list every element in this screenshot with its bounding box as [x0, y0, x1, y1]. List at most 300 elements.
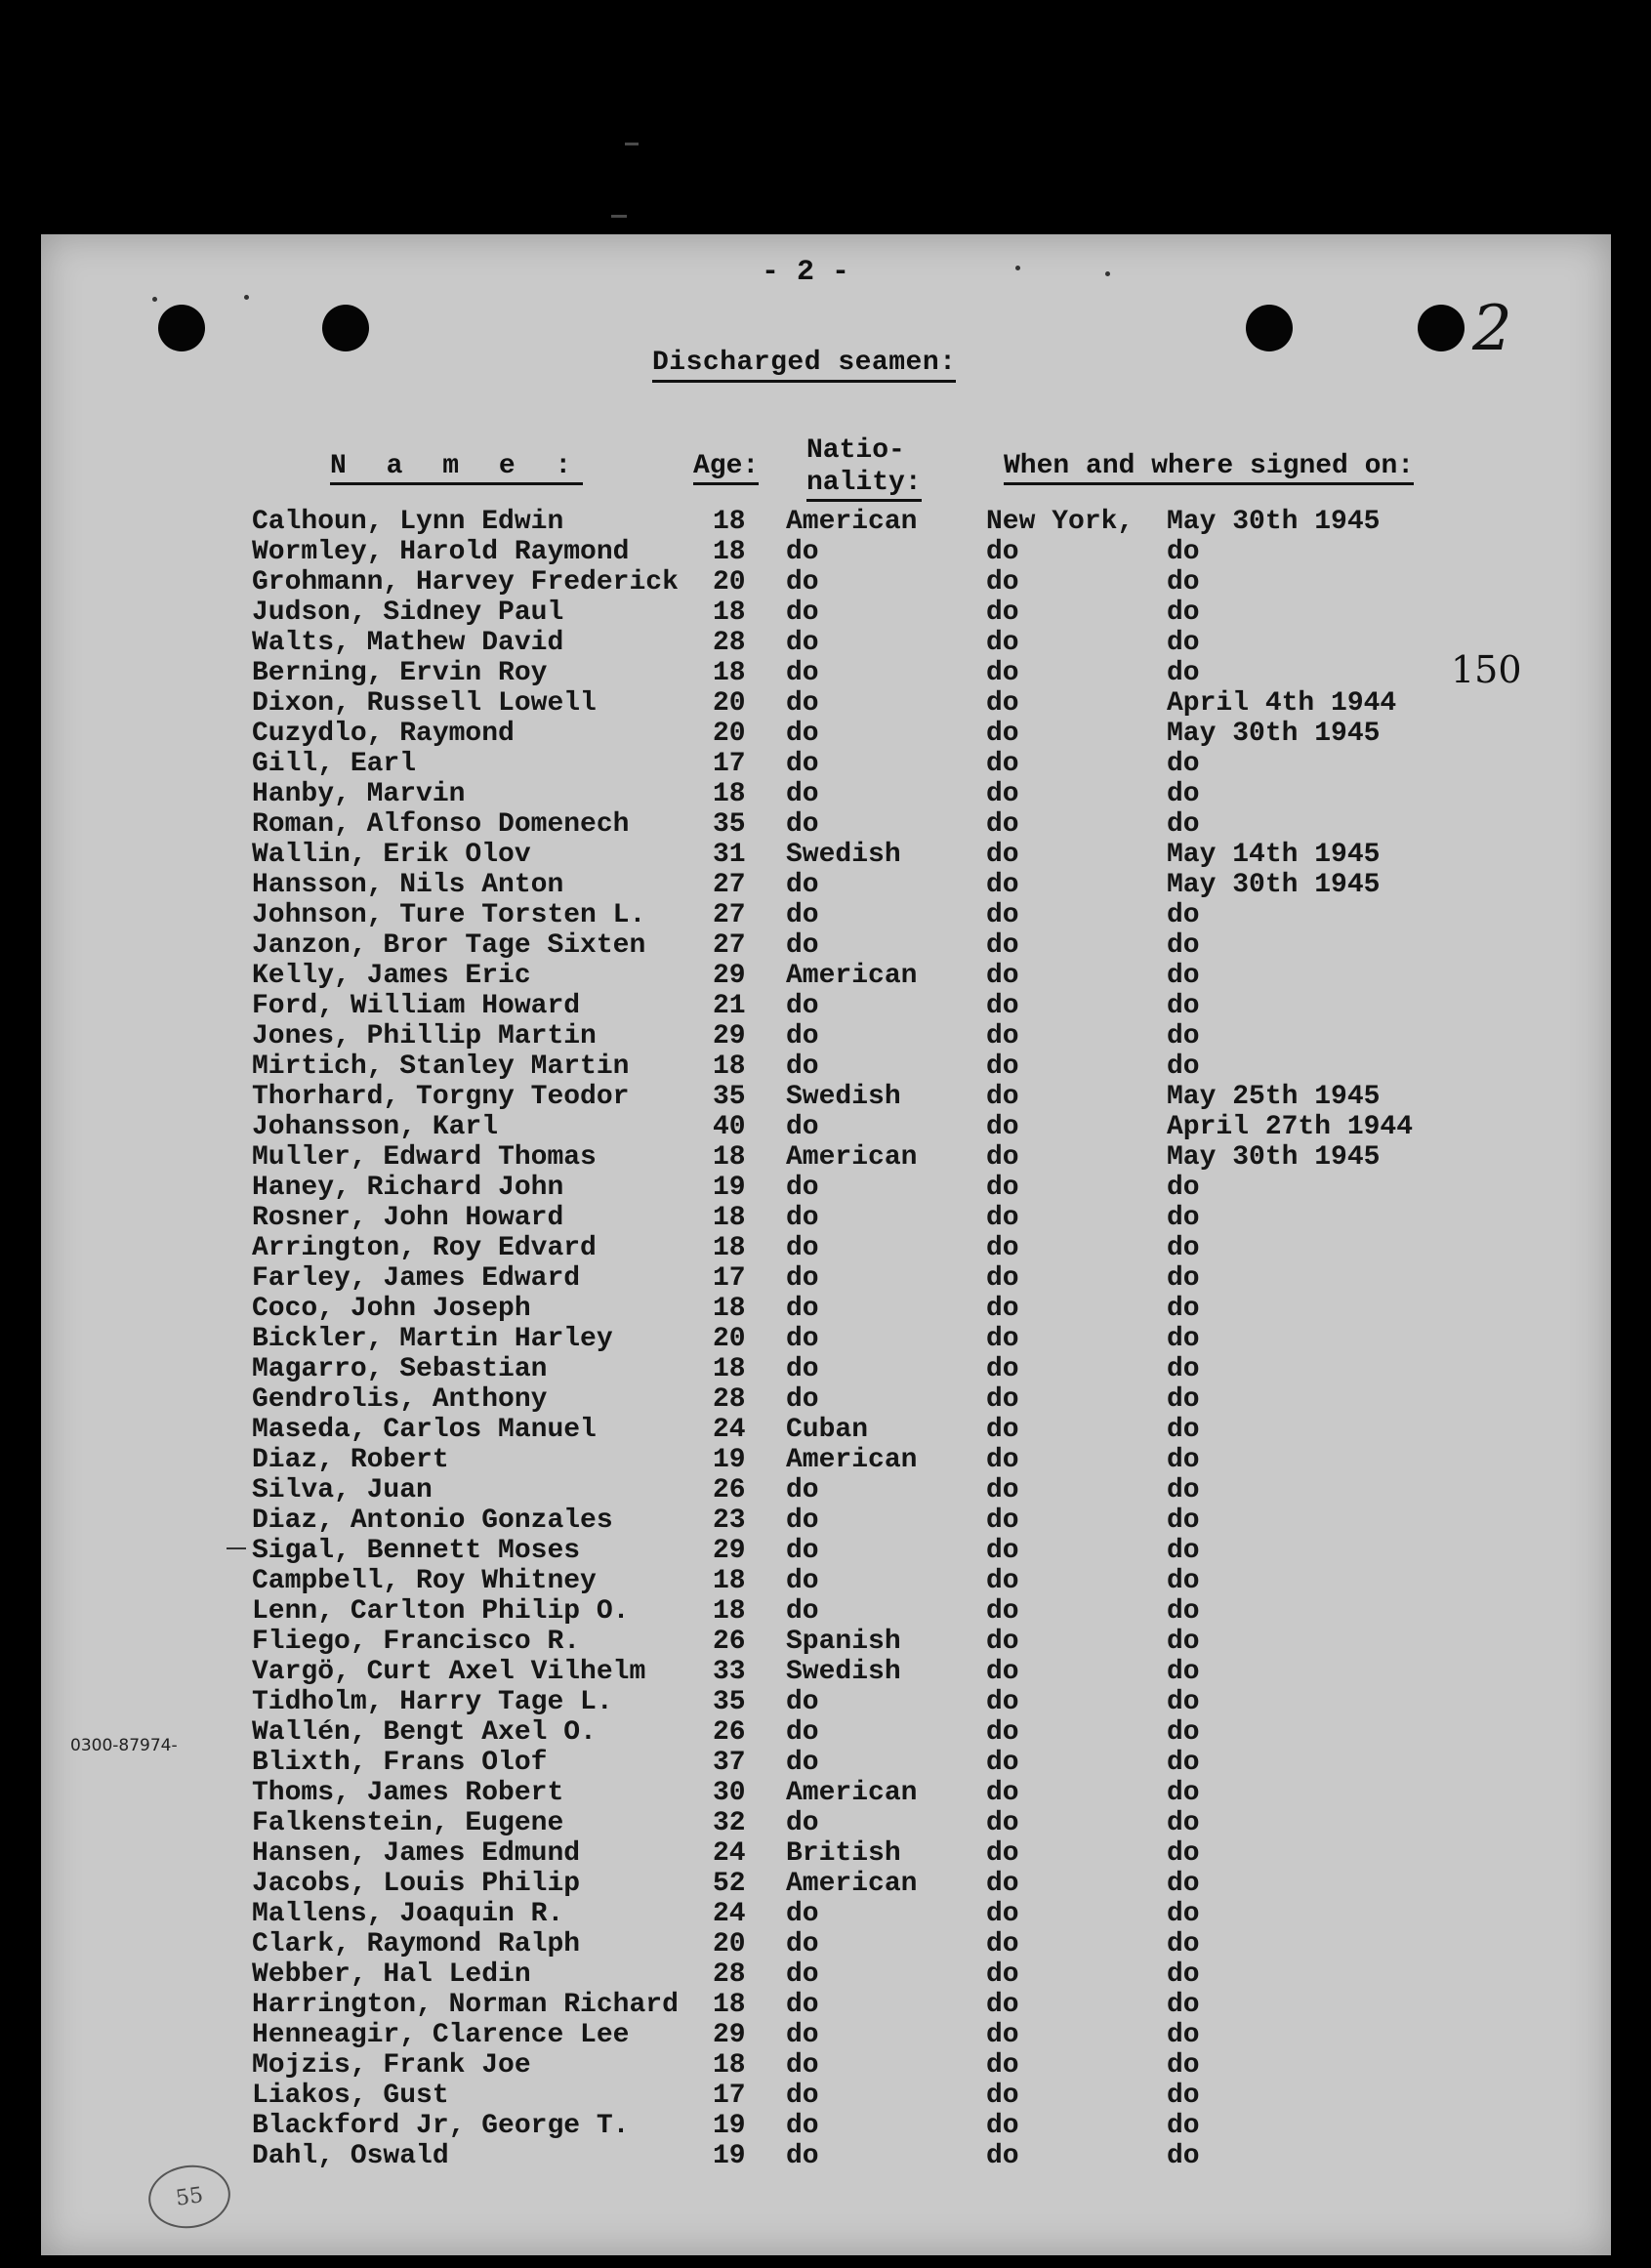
seaman-age: 40: [713, 1112, 746, 1142]
seaman-age: 19: [713, 1173, 746, 1203]
table-row: [0, 1566, 1651, 1596]
signed-on-place: do: [986, 1748, 1019, 1778]
seaman-age: 28: [713, 628, 746, 658]
table-row: [0, 1384, 1651, 1415]
seaman-name: Judson, Sidney Paul: [252, 598, 564, 628]
seaman-nationality: do: [786, 1475, 819, 1505]
seaman-age: 27: [713, 930, 746, 961]
seaman-age: 18: [713, 1596, 746, 1627]
signed-on-date: do: [1167, 1869, 1200, 1899]
seaman-age: 26: [713, 1717, 746, 1748]
seaman-age: 17: [713, 749, 746, 779]
seaman-age: 17: [713, 1263, 746, 1294]
seaman-nationality: do: [786, 2081, 819, 2111]
signed-on-date: do: [1167, 2020, 1200, 2050]
table-row: [0, 2081, 1651, 2111]
header-age: Age:: [693, 451, 759, 485]
seaman-nationality: do: [786, 900, 819, 930]
signed-on-date: do: [1167, 1566, 1200, 1596]
seaman-name: Thoms, James Robert: [252, 1778, 564, 1808]
seaman-age: 26: [713, 1475, 746, 1505]
signed-on-date: do: [1167, 1445, 1200, 1475]
signed-on-place: do: [986, 749, 1019, 779]
seaman-age: 32: [713, 1808, 746, 1838]
seaman-nationality: do: [786, 870, 819, 900]
table-row: [0, 1717, 1651, 1748]
seaman-nationality: do: [786, 1173, 819, 1203]
header-name: N a m e :: [330, 451, 583, 485]
seaman-name: Berning, Ervin Roy: [252, 658, 548, 688]
seaman-age: 18: [713, 1052, 746, 1082]
seaman-name: Mirtich, Stanley Martin: [252, 1052, 630, 1082]
signed-on-place: do: [986, 1294, 1019, 1324]
seaman-name: Wallén, Bengt Axel O.: [252, 1717, 597, 1748]
signed-on-date: do: [1167, 1717, 1200, 1748]
seaman-nationality: do: [786, 1566, 819, 1596]
table-row: [0, 1475, 1651, 1505]
signed-on-date: do: [1167, 1173, 1200, 1203]
table-row: [0, 2111, 1651, 2141]
seaman-age: 18: [713, 1566, 746, 1596]
seaman-name: Harrington, Norman Richard: [252, 1990, 679, 2020]
seaman-nationality: do: [786, 1384, 819, 1415]
seaman-name: Muller, Edward Thomas: [252, 1142, 597, 1173]
signed-on-place: do: [986, 1627, 1019, 1657]
seaman-age: 19: [713, 2111, 746, 2141]
signed-on-place: do: [986, 1082, 1019, 1112]
seaman-age: 35: [713, 1687, 746, 1717]
seaman-name: Ford, William Howard: [252, 991, 581, 1021]
seaman-age: 24: [713, 1899, 746, 1929]
seaman-age: 18: [713, 537, 746, 567]
signed-on-date: do: [1167, 900, 1200, 930]
seaman-nationality: British: [786, 1838, 901, 1869]
seaman-age: 27: [713, 900, 746, 930]
seaman-name: Magarro, Sebastian: [252, 1354, 548, 1384]
seaman-name: Webber, Hal Ledin: [252, 1959, 531, 1990]
seaman-age: 26: [713, 1627, 746, 1657]
signed-on-place: do: [986, 688, 1019, 719]
signed-on-date: do: [1167, 1324, 1200, 1354]
table-row: [0, 900, 1651, 930]
signed-on-date: May 30th 1945: [1167, 1142, 1381, 1173]
seaman-age: 24: [713, 1415, 746, 1445]
seaman-name: Johnson, Ture Torsten L.: [252, 900, 646, 930]
signed-on-place: do: [986, 1112, 1019, 1142]
seaman-name: Dahl, Oswald: [252, 2141, 449, 2171]
signed-on-date: do: [1167, 991, 1200, 1021]
seaman-name: Tidholm, Harry Tage L.: [252, 1687, 613, 1717]
signed-on-date: April 4th 1944: [1167, 688, 1397, 719]
seaman-nationality: do: [786, 1990, 819, 2020]
punch-hole: [1246, 305, 1293, 351]
signed-on-date: do: [1167, 1899, 1200, 1929]
table-row: [0, 658, 1651, 688]
table-row: [0, 1838, 1651, 1869]
table-row: [0, 1687, 1651, 1717]
seaman-nationality: do: [786, 1748, 819, 1778]
table-row: [0, 1263, 1651, 1294]
table-row: [0, 991, 1651, 1021]
punch-hole: [158, 305, 205, 351]
seaman-name: Jacobs, Louis Philip: [252, 1869, 581, 1899]
seaman-age: 21: [713, 991, 746, 1021]
seaman-age: 20: [713, 567, 746, 598]
table-row: [0, 2050, 1651, 2081]
seaman-name: Bickler, Martin Harley: [252, 1324, 613, 1354]
seaman-name: Grohmann, Harvey Frederick: [252, 567, 679, 598]
seaman-nationality: do: [786, 1959, 819, 1990]
signed-on-date: May 30th 1945: [1167, 507, 1381, 537]
table-row: [0, 840, 1651, 870]
table-row: [0, 1021, 1651, 1052]
signed-on-place: do: [986, 537, 1019, 567]
signed-on-date: do: [1167, 1354, 1200, 1384]
seaman-nationality: do: [786, 1294, 819, 1324]
signed-on-place: do: [986, 1445, 1019, 1475]
seaman-nationality: do: [786, 598, 819, 628]
signed-on-place: do: [986, 1142, 1019, 1173]
signed-on-date: do: [1167, 1294, 1200, 1324]
seaman-name: Thorhard, Torgny Teodor: [252, 1082, 630, 1112]
signed-on-date: do: [1167, 1021, 1200, 1052]
seaman-age: 18: [713, 598, 746, 628]
seaman-name: Calhoun, Lynn Edwin: [252, 507, 564, 537]
seaman-name: Blixth, Frans Olof: [252, 1748, 548, 1778]
seaman-nationality: do: [786, 1052, 819, 1082]
seaman-name: Liakos, Gust: [252, 2081, 449, 2111]
stray-dot: [1015, 266, 1020, 270]
table-row: [0, 1445, 1651, 1475]
seaman-name: Farley, James Edward: [252, 1263, 581, 1294]
table-row: [0, 809, 1651, 840]
seaman-age: 33: [713, 1657, 746, 1687]
seaman-name: Wallin, Erik Olov: [252, 840, 531, 870]
signed-on-date: do: [1167, 1748, 1200, 1778]
document-title: Discharged seamen:: [652, 348, 956, 383]
signed-on-date: do: [1167, 749, 1200, 779]
seaman-name: Haney, Richard John: [252, 1173, 564, 1203]
signed-on-place: do: [986, 900, 1019, 930]
seaman-age: 18: [713, 1354, 746, 1384]
table-row: [0, 1808, 1651, 1838]
seaman-name: Campbell, Roy Whitney: [252, 1566, 597, 1596]
seaman-nationality: do: [786, 1899, 819, 1929]
table-row: [0, 930, 1651, 961]
signed-on-date: do: [1167, 1959, 1200, 1990]
seaman-nationality: Spanish: [786, 1627, 901, 1657]
seaman-name: Coco, John Joseph: [252, 1294, 531, 1324]
seaman-nationality: do: [786, 658, 819, 688]
seaman-age: 18: [713, 1203, 746, 1233]
seaman-name: Hansen, James Edmund: [252, 1838, 581, 1869]
seaman-age: 31: [713, 840, 746, 870]
signed-on-place: do: [986, 1263, 1019, 1294]
seaman-name: Clark, Raymond Ralph: [252, 1929, 581, 1959]
seaman-nationality: do: [786, 1021, 819, 1052]
table-row: [0, 1082, 1651, 1112]
signed-on-place: do: [986, 719, 1019, 749]
seaman-nationality: Cuban: [786, 1415, 869, 1445]
seaman-age: 19: [713, 2141, 746, 2171]
seaman-age: 18: [713, 2050, 746, 2081]
signed-on-place: do: [986, 598, 1019, 628]
signed-on-place: do: [986, 1838, 1019, 1869]
table-row: [0, 1052, 1651, 1082]
seaman-name: Gill, Earl: [252, 749, 417, 779]
seaman-nationality: do: [786, 1112, 819, 1142]
seaman-nationality: do: [786, 567, 819, 598]
table-row: [0, 1415, 1651, 1445]
signed-on-date: do: [1167, 1536, 1200, 1566]
header-nationality-2: nality:: [806, 468, 922, 502]
seaman-name: Lenn, Carlton Philip O.: [252, 1596, 630, 1627]
seaman-name: Mojzis, Frank Joe: [252, 2050, 531, 2081]
seaman-nationality: do: [786, 1808, 819, 1838]
seaman-name: Sigal, Bennett Moses: [252, 1536, 581, 1566]
seaman-age: 28: [713, 1959, 746, 1990]
seaman-nationality: do: [786, 537, 819, 567]
signed-on-place: do: [986, 1505, 1019, 1536]
signed-on-place: do: [986, 1384, 1019, 1415]
signed-on-date: do: [1167, 1384, 1200, 1415]
signed-on-place: do: [986, 1596, 1019, 1627]
seaman-nationality: do: [786, 809, 819, 840]
seaman-name: Hansson, Nils Anton: [252, 870, 564, 900]
table-row: [0, 567, 1651, 598]
seaman-nationality: do: [786, 930, 819, 961]
table-row: [0, 1505, 1651, 1536]
signed-on-place: do: [986, 779, 1019, 809]
signed-on-place: do: [986, 1869, 1019, 1899]
seaman-age: 37: [713, 1748, 746, 1778]
scan-mark: [625, 143, 639, 145]
signed-on-place: do: [986, 2081, 1019, 2111]
signed-on-date: do: [1167, 1052, 1200, 1082]
seaman-name: Roman, Alfonso Domenech: [252, 809, 630, 840]
signed-on-date: do: [1167, 1778, 1200, 1808]
seaman-age: 29: [713, 2020, 746, 2050]
table-row: [0, 1990, 1651, 2020]
stray-dot: [152, 297, 157, 302]
seaman-nationality: do: [786, 1717, 819, 1748]
signed-on-place: do: [986, 1354, 1019, 1384]
signed-on-place: do: [986, 840, 1019, 870]
stray-dot: [244, 295, 249, 300]
seaman-name: Johansson, Karl: [252, 1112, 499, 1142]
seaman-nationality: do: [786, 1263, 819, 1294]
table-row: [0, 507, 1651, 537]
signed-on-place: do: [986, 1778, 1019, 1808]
seaman-nationality: do: [786, 2050, 819, 2081]
signed-on-place: do: [986, 1536, 1019, 1566]
signed-on-place: do: [986, 870, 1019, 900]
signed-on-place: do: [986, 1566, 1019, 1596]
signed-on-date: do: [1167, 1415, 1200, 1445]
signed-on-date: do: [1167, 809, 1200, 840]
signed-on-place: do: [986, 628, 1019, 658]
seaman-nationality: do: [786, 749, 819, 779]
signed-on-date: do: [1167, 779, 1200, 809]
signed-on-place: do: [986, 930, 1019, 961]
signed-on-date: do: [1167, 1808, 1200, 1838]
table-row: [0, 1142, 1651, 1173]
signed-on-date: May 14th 1945: [1167, 840, 1381, 870]
signed-on-place: do: [986, 991, 1019, 1021]
signed-on-place: do: [986, 1808, 1019, 1838]
signed-on-date: do: [1167, 1657, 1200, 1687]
signed-on-place: do: [986, 1687, 1019, 1717]
seaman-age: 35: [713, 809, 746, 840]
seaman-age: 17: [713, 2081, 746, 2111]
table-row: [0, 1233, 1651, 1263]
table-row: [0, 1203, 1651, 1233]
seaman-name: Mallens, Joaquin R.: [252, 1899, 564, 1929]
seaman-name: Henneagir, Clarence Lee: [252, 2020, 630, 2050]
seaman-nationality: American: [786, 1445, 918, 1475]
punch-hole: [322, 305, 369, 351]
signed-on-place: do: [986, 1959, 1019, 1990]
signed-on-place: do: [986, 1173, 1019, 1203]
header-when-where: When and where signed on:: [1004, 451, 1414, 485]
signed-on-place: do: [986, 961, 1019, 991]
signed-on-date: do: [1167, 1263, 1200, 1294]
signed-on-date: do: [1167, 2141, 1200, 2171]
seaman-name: Walts, Mathew David: [252, 628, 564, 658]
signed-on-date: do: [1167, 1627, 1200, 1657]
seaman-nationality: American: [786, 507, 918, 537]
signed-on-place: do: [986, 1899, 1019, 1929]
margin-annotation: 0300-87974-: [70, 1736, 178, 1755]
signed-on-place: do: [986, 2020, 1019, 2050]
seaman-age: 18: [713, 1294, 746, 1324]
seaman-name: Diaz, Antonio Gonzales: [252, 1505, 613, 1536]
seaman-name: Silva, Juan: [252, 1475, 433, 1505]
seaman-age: 19: [713, 1445, 746, 1475]
seaman-nationality: do: [786, 2141, 819, 2171]
signed-on-place: do: [986, 1233, 1019, 1263]
table-row: [0, 688, 1651, 719]
signed-on-date: do: [1167, 628, 1200, 658]
table-row: [0, 1778, 1651, 1808]
seaman-nationality: Swedish: [786, 1082, 901, 1112]
seaman-name: Diaz, Robert: [252, 1445, 449, 1475]
seaman-age: 24: [713, 1838, 746, 1869]
signed-on-place: do: [986, 1990, 1019, 2020]
signed-on-date: do: [1167, 567, 1200, 598]
seaman-nationality: do: [786, 1536, 819, 1566]
signed-on-date: do: [1167, 1475, 1200, 1505]
table-row: [0, 628, 1651, 658]
seaman-age: 20: [713, 719, 746, 749]
margin-tick: [227, 1547, 246, 1549]
table-row: [0, 598, 1651, 628]
page-number: - 2 -: [762, 256, 850, 289]
signed-on-date: do: [1167, 1505, 1200, 1536]
signed-on-date: do: [1167, 598, 1200, 628]
signed-on-place: do: [986, 1717, 1019, 1748]
signed-on-date: May 30th 1945: [1167, 719, 1381, 749]
stray-dot: [1105, 271, 1110, 276]
table-row: [0, 1959, 1651, 1990]
seaman-name: Fliego, Francisco R.: [252, 1627, 581, 1657]
seaman-nationality: American: [786, 1869, 918, 1899]
seaman-age: 18: [713, 1142, 746, 1173]
seaman-age: 23: [713, 1505, 746, 1536]
table-row: [0, 1929, 1651, 1959]
seaman-age: 29: [713, 1536, 746, 1566]
table-row: [0, 1173, 1651, 1203]
seaman-nationality: do: [786, 2111, 819, 2141]
table-row: [0, 961, 1651, 991]
seaman-age: 20: [713, 688, 746, 719]
table-row: [0, 1112, 1651, 1142]
signed-on-date: do: [1167, 2111, 1200, 2141]
seaman-nationality: American: [786, 961, 918, 991]
signed-on-place: do: [986, 2111, 1019, 2141]
seaman-nationality: do: [786, 2020, 819, 2050]
seaman-age: 20: [713, 1324, 746, 1354]
signed-on-place: do: [986, 2050, 1019, 2081]
signed-on-place: do: [986, 1324, 1019, 1354]
table-row: [0, 719, 1651, 749]
seaman-age: 18: [713, 1990, 746, 2020]
signed-on-place: do: [986, 809, 1019, 840]
table-row: [0, 779, 1651, 809]
seaman-name: Vargö, Curt Axel Vilhelm: [252, 1657, 646, 1687]
signed-on-place: do: [986, 1052, 1019, 1082]
handwritten-side-number: 150: [1451, 648, 1522, 691]
signed-on-place: do: [986, 658, 1019, 688]
signed-on-date: do: [1167, 1838, 1200, 1869]
seaman-name: Kelly, James Eric: [252, 961, 531, 991]
seaman-name: Dixon, Russell Lowell: [252, 688, 597, 719]
seaman-age: 20: [713, 1929, 746, 1959]
handwritten-page-mark: 2: [1472, 293, 1512, 365]
signed-on-date: do: [1167, 537, 1200, 567]
seaman-age: 29: [713, 1021, 746, 1052]
seaman-nationality: do: [786, 1505, 819, 1536]
signed-on-date: do: [1167, 2081, 1200, 2111]
signed-on-date: April 27th 1944: [1167, 1112, 1414, 1142]
signed-on-place: do: [986, 1929, 1019, 1959]
signed-on-place: do: [986, 1415, 1019, 1445]
seaman-name: Cuzydlo, Raymond: [252, 719, 515, 749]
signed-on-date: do: [1167, 2050, 1200, 2081]
table-row: [0, 1657, 1651, 1687]
seaman-name: Hanby, Marvin: [252, 779, 466, 809]
seaman-age: 52: [713, 1869, 746, 1899]
seaman-nationality: do: [786, 1324, 819, 1354]
seaman-nationality: Swedish: [786, 840, 901, 870]
seaman-name: Gendrolis, Anthony: [252, 1384, 548, 1415]
seaman-nationality: do: [786, 991, 819, 1021]
seaman-age: 18: [713, 779, 746, 809]
signed-on-place: New York,: [986, 507, 1135, 537]
signed-on-date: May 25th 1945: [1167, 1082, 1381, 1112]
seaman-name: Blackford Jr, George T.: [252, 2111, 630, 2141]
circled-annotation: 55: [144, 2160, 234, 2233]
seaman-age: 27: [713, 870, 746, 900]
seaman-nationality: do: [786, 719, 819, 749]
signed-on-place: do: [986, 1657, 1019, 1687]
table-row: [0, 2141, 1651, 2171]
signed-on-date: do: [1167, 1687, 1200, 1717]
scan-mark: [611, 215, 627, 218]
seaman-nationality: do: [786, 779, 819, 809]
seaman-age: 18: [713, 1233, 746, 1263]
seaman-nationality: do: [786, 1929, 819, 1959]
